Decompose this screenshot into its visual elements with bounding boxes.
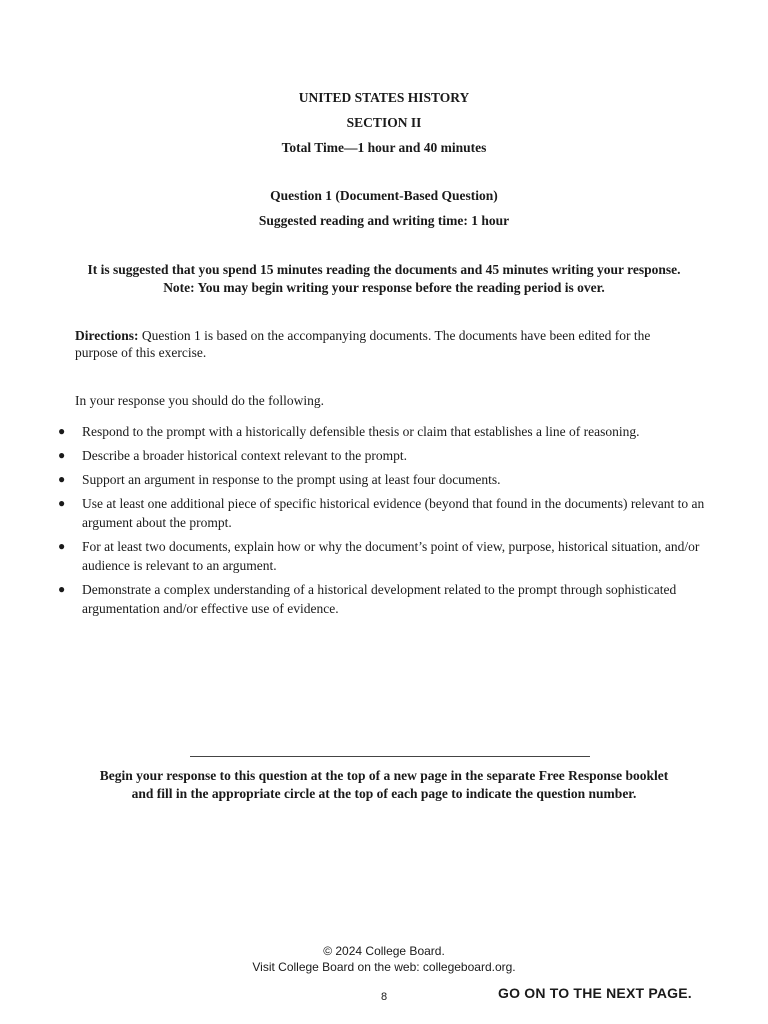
bullet-icon: ● — [58, 496, 66, 510]
bullet-icon: ● — [58, 472, 66, 486]
section-heading: SECTION II — [346, 115, 422, 130]
bullet-icon: ● — [58, 448, 66, 462]
question-title: Question 1 (Document-Based Question) — [270, 188, 498, 203]
requirement-item — [0, 446, 707, 465]
footer-copyright: © 2024 College Board. — [323, 944, 445, 958]
divider-rule — [190, 756, 590, 757]
requirement-text: For at least two documents, explain how or why the document’s point of view, purpose, historical situation, and/or audience is relevant to an argument. — [82, 539, 700, 573]
requirement-item — [0, 422, 707, 441]
requirement-text: Support an argument in response to the prompt using at least four documents. — [82, 472, 501, 487]
bullet-icon: ● — [58, 539, 66, 553]
suggested-time: Suggested reading and writing time: 1 hour — [258, 213, 510, 228]
bullet-icon: ● — [58, 582, 66, 596]
directions-paragraph — [75, 327, 695, 361]
footer-visit: Visit College Board on the web: collegeboard.org. — [252, 960, 516, 974]
bullet-icon: ● — [58, 424, 66, 438]
suggestion-note — [0, 261, 768, 297]
instructions-intro: In your response you should do the following. — [75, 393, 324, 408]
requirement-text: Use at least one additional piece of specific historical evidence (beyond that found in the documents) relevant to an argument about the prompt. — [82, 496, 705, 530]
requirement-item — [0, 580, 707, 618]
requirement-text: Demonstrate a complex understanding of a historical development related to the prompt through sophisticated argumentation and/or effective use of evidence. — [82, 582, 677, 616]
suggestion-line-2: Note: You may begin writing your response before the reading period is over. — [163, 280, 605, 295]
closing-line-2: and fill in the appropriate circle at the top of each page to indicate the question number. — [131, 786, 637, 801]
suggestion-line-1: It is suggested that you spend 15 minutes reading the documents and 45 minutes writing your response. — [87, 262, 681, 277]
page-number: 8 — [380, 991, 388, 1003]
closing-instructions — [0, 767, 768, 803]
closing-line-1: Begin your response to this question at the top of a new page in the separate Free Response booklet — [99, 768, 669, 783]
directions-label: Directions: — [75, 328, 139, 343]
requirement-text: Describe a broader historical context relevant to the prompt. — [82, 448, 408, 463]
next-page-notice: GO ON TO THE NEXT PAGE. — [498, 985, 692, 1001]
requirement-text: Respond to the prompt with a historically defensible thesis or claim that establishes a line of reasoning. — [82, 424, 640, 439]
requirement-item — [0, 537, 707, 575]
subject-heading: UNITED STATES HISTORY — [298, 90, 470, 105]
requirement-item — [0, 494, 707, 532]
requirements-list — [0, 422, 768, 623]
requirement-item — [0, 470, 707, 489]
total-time-heading: Total Time—1 hour and 40 minutes — [281, 140, 487, 155]
directions-text: Question 1 is based on the accompanying documents. The documents have been edited for the purpose of this exercise. — [75, 328, 651, 360]
